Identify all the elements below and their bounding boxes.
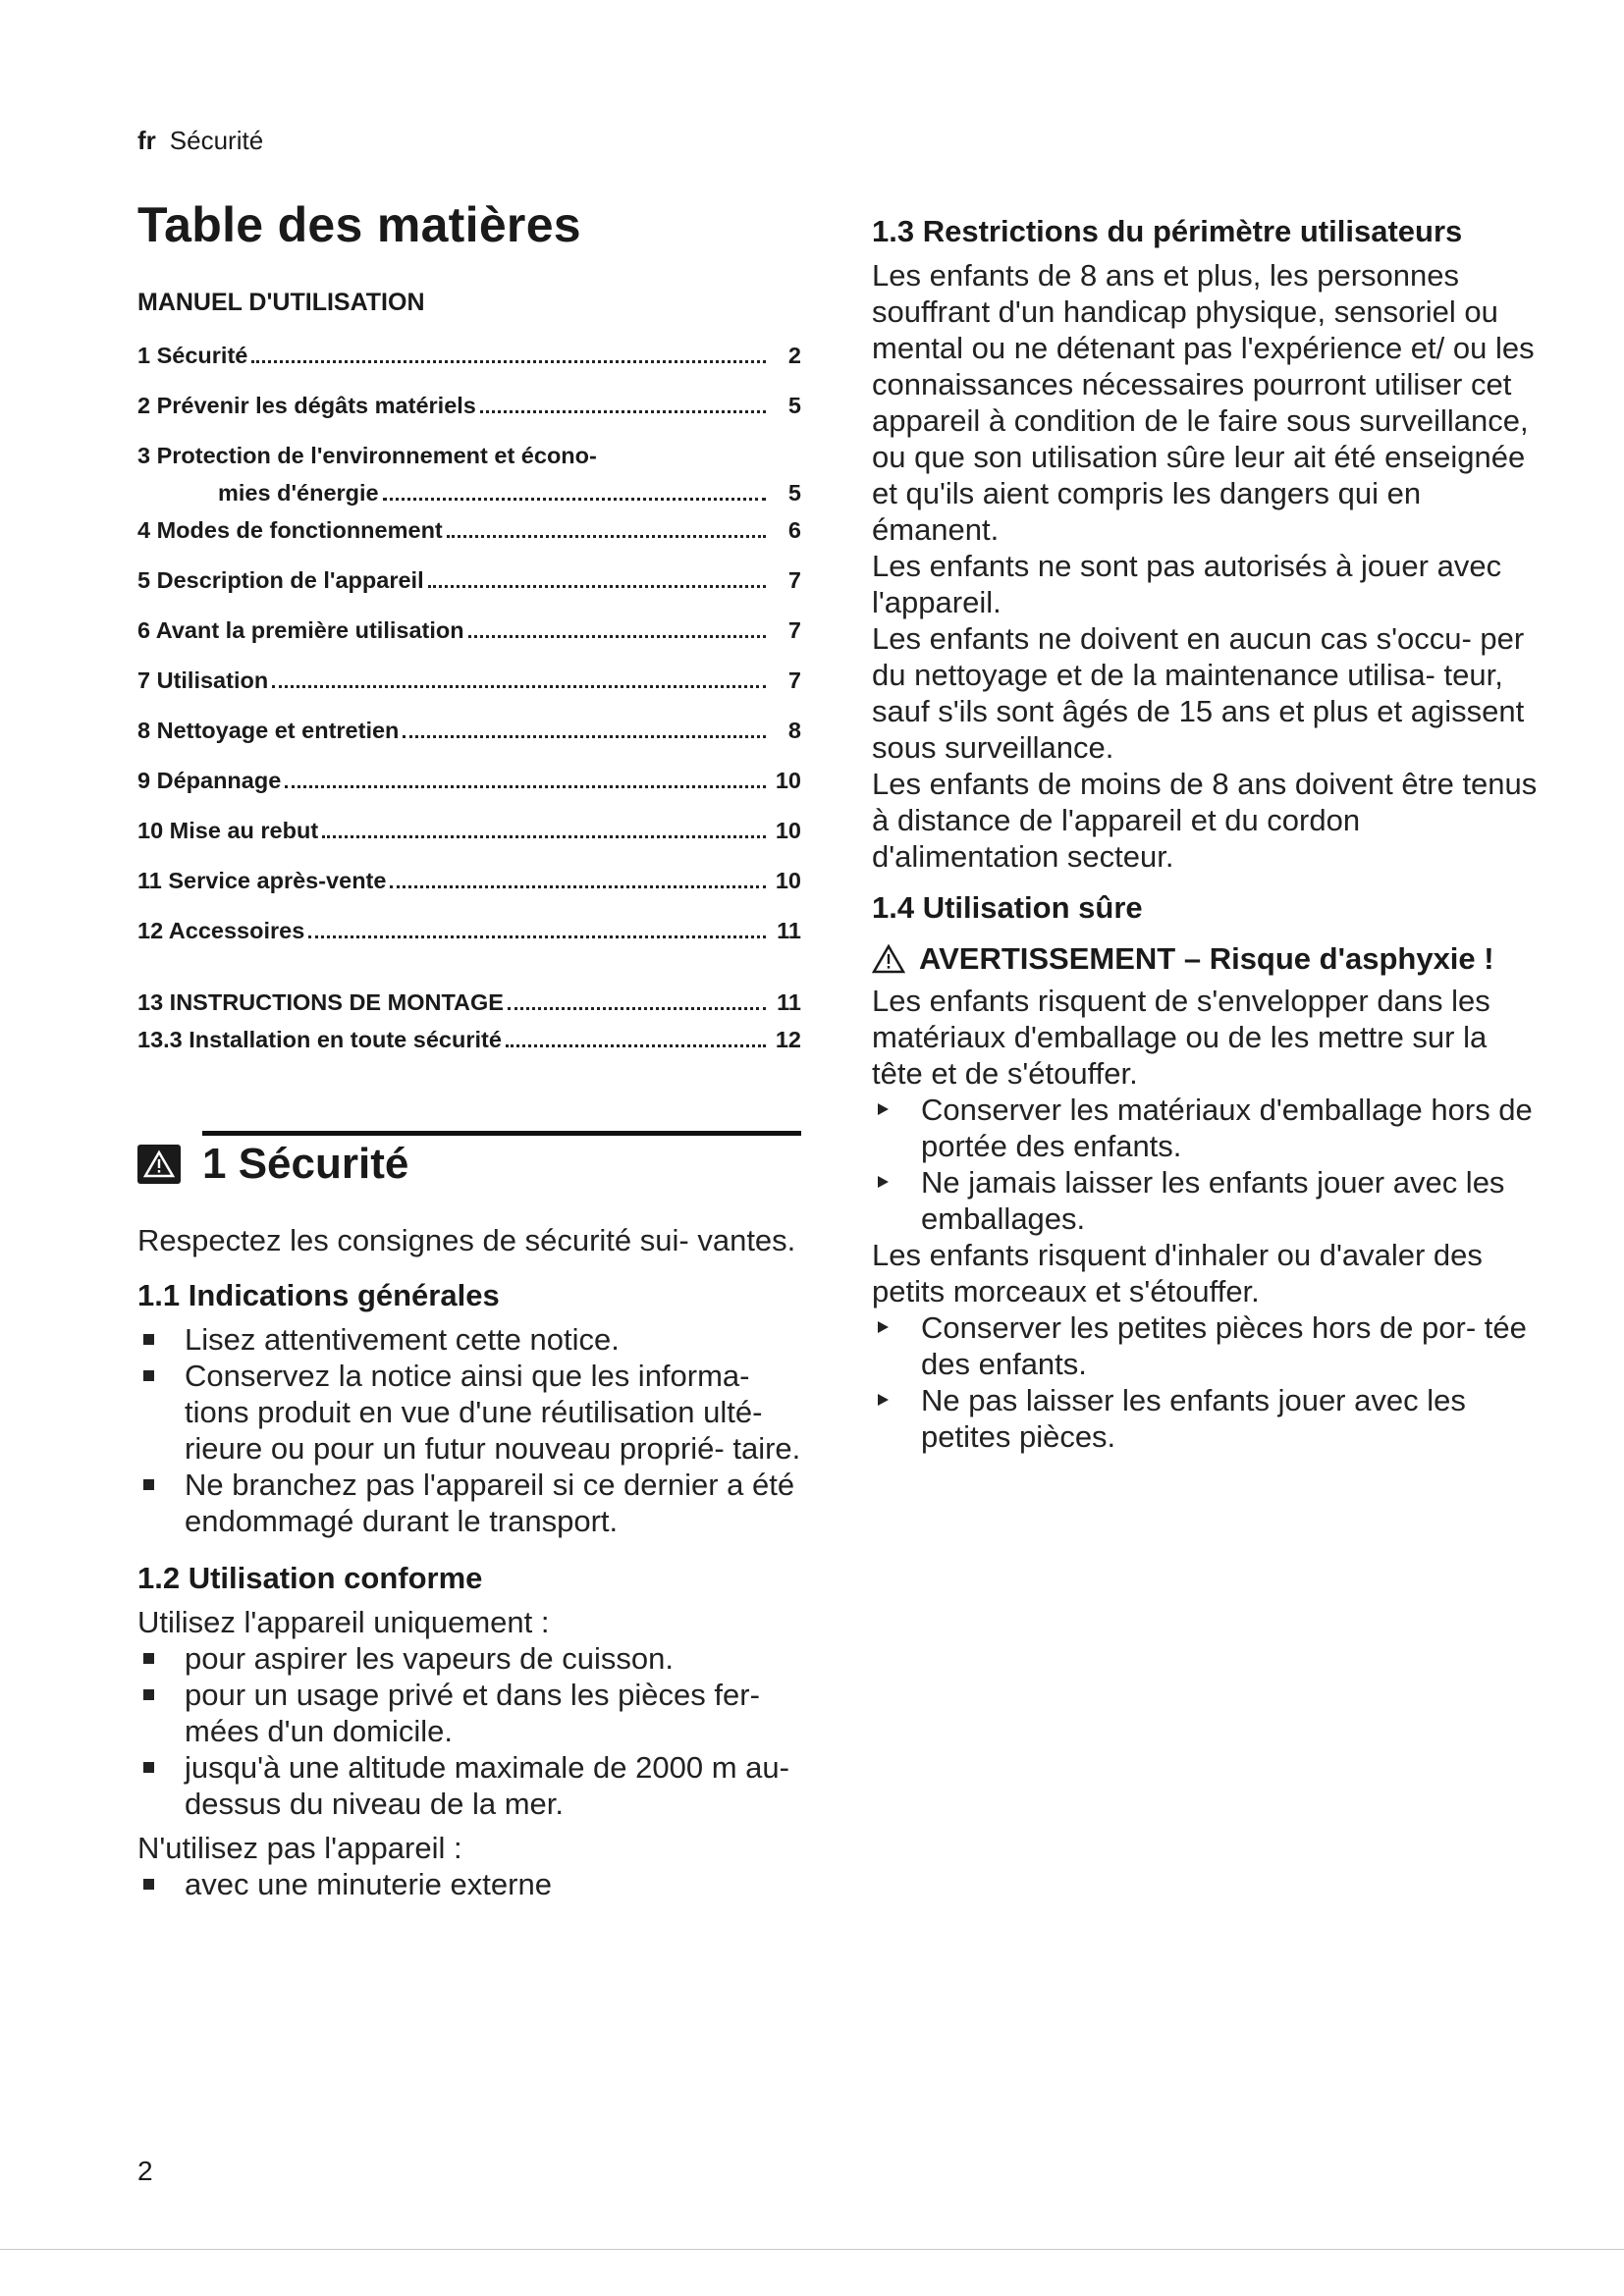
list-item: jusqu'à une altitude maximale de 2000 m au-dessus du niveau de la mer. (137, 1749, 801, 1822)
safety-section (137, 1131, 801, 1902)
intended-use-list (137, 1640, 801, 1822)
paragraph: N'utilisez pas l'appareil : (137, 1831, 462, 1865)
page-number: 2 (137, 2156, 153, 2186)
list-item: Conservez la notice ainsi que les informa- tions produit en vue d'une réutilisation ulté- rieure ou pour un futur nouveau proprié- taire. (137, 1358, 801, 1467)
language-code: fr (137, 126, 156, 155)
toc-entry-label: 13.3 Installation en toute sécurité (137, 1027, 502, 1052)
toc-entry-label: 4 Modes de fonctionnement (137, 517, 443, 543)
warning-heading (872, 941, 1540, 977)
toc-entry[interactable] (137, 868, 801, 918)
section-title: 1 Sécurité (202, 1140, 409, 1188)
toc-entry-page: 11 (777, 918, 801, 943)
left-column (137, 196, 801, 1902)
toc-entry-page: 10 (775, 868, 801, 893)
toc-list (137, 343, 801, 1064)
toc-entry[interactable] (137, 667, 801, 718)
list-item: avec une minuterie externe (137, 1866, 801, 1902)
warning-text: AVERTISSEMENT – Risque d'asphyxie ! (919, 941, 1494, 976)
toc-entry-label: 11 Service après-vente (137, 868, 387, 893)
prohibited-use-list (137, 1866, 801, 1902)
toc-entry-label: 3 Protection de l'environnement et écono- (137, 443, 597, 468)
warning-icon (137, 1145, 181, 1184)
toc-entry-label: 8 Nettoyage et entretien (137, 718, 400, 743)
toc-entry[interactable] (137, 768, 801, 818)
list-item: Lisez attentivement cette notice. (137, 1321, 801, 1358)
toc-title: Table des matières (137, 197, 581, 252)
toc-entry[interactable] (137, 393, 801, 443)
subsection-title: 1.1 Indications générales (137, 1278, 500, 1312)
toc-entry[interactable] (137, 343, 801, 393)
packaging-instructions-list (872, 1092, 1540, 1237)
toc-entry-page: 7 (787, 617, 801, 643)
paragraph: Utilisez l'appareil uniquement : (137, 1605, 550, 1639)
subsection-title: 1.2 Utilisation conforme (137, 1561, 483, 1595)
list-item: Conserver les matériaux d'emballage hors de portée des enfants. (872, 1092, 1540, 1164)
page-header (137, 126, 263, 156)
paragraph: Les enfants ne doivent en aucun cas s'occu- per du nettoyage et de la maintenance utilisa- teur, sauf s'ils sont âgés de 15 ans et plus et agissent sous surveillance. (872, 621, 1525, 765)
toc-entry[interactable] (137, 617, 801, 667)
paragraph: Les enfants risquent d'inhaler ou d'avaler des petits morceaux et s'étouffer. (872, 1238, 1483, 1308)
toc-entry[interactable] (137, 718, 801, 768)
right-column (872, 214, 1540, 1455)
toc-entry-page: 12 (775, 1027, 801, 1052)
toc-entry[interactable] (137, 517, 801, 567)
toc-entry-page: 7 (787, 567, 801, 593)
paragraph: Les enfants de 8 ans et plus, les personnes souffrant d'un handicap physique, sensoriel ou mental ou ne détenant pas l'expérience et/ ou les connaissances nécessaires pourront utiliser cet appareil à condition de le faire sous surveillance, ou que son utilisation sûre leur ait été enseignée et qu'ils aient compris les dangers qui en émanent. (872, 258, 1535, 547)
toc-entry-page: 5 (787, 480, 801, 506)
toc-entry-label: 13 INSTRUCTIONS DE MONTAGE (137, 989, 504, 1015)
toc-entry-page: 2 (787, 343, 801, 368)
list-item: Ne branchez pas l'appareil si ce dernier a été endommagé durant le transport. (137, 1467, 801, 1539)
toc-entry-page: 10 (775, 768, 801, 793)
toc-entry-page: 5 (787, 393, 801, 418)
paragraph: Les enfants ne sont pas autorisés à jouer avec l'appareil. (872, 549, 1502, 619)
toc-entry-page: 6 (787, 517, 801, 543)
small-parts-instructions-list (872, 1309, 1540, 1455)
toc-entry[interactable] (137, 443, 801, 517)
list-item: Ne pas laisser les enfants jouer avec les petites pièces. (872, 1382, 1540, 1455)
toc-entry-label-cont: mies d'énergie (218, 480, 379, 506)
toc-entry[interactable] (137, 567, 801, 617)
toc-entry-label: 12 Accessoires (137, 918, 305, 943)
safety-intro: Respectez les consignes de sécurité sui- vantes. (137, 1223, 796, 1257)
toc-entry-label: 1 Sécurité (137, 343, 248, 368)
list-item: Conserver les petites pièces hors de por- tée des enfants. (872, 1309, 1540, 1382)
toc-manual-label: MANUEL D'UTILISATION (137, 289, 425, 316)
header-section: Sécurité (169, 126, 264, 155)
list-item: Ne jamais laisser les enfants jouer avec les emballages. (872, 1164, 1540, 1237)
toc-entry-label: 9 Dépannage (137, 768, 282, 793)
toc-entry-page: 10 (775, 818, 801, 843)
toc-entry-page: 11 (777, 989, 801, 1015)
subsection-title: 1.4 Utilisation sûre (872, 890, 1143, 925)
toc-entry[interactable] (137, 818, 801, 868)
subsection-title: 1.3 Restrictions du périmètre utilisateurs (872, 214, 1463, 248)
footer-rule (0, 2249, 1624, 2250)
toc-entry-page: 8 (787, 718, 801, 743)
general-indications-list (137, 1321, 801, 1539)
paragraph: Les enfants de moins de 8 ans doivent être tenus à distance de l'appareil et du cordon d'alimentation secteur. (872, 767, 1538, 874)
toc-entry[interactable] (137, 989, 801, 1027)
toc-entry-label: 10 Mise au rebut (137, 818, 319, 843)
toc-entry-label: 7 Utilisation (137, 667, 269, 693)
toc-entry-label: 5 Description de l'appareil (137, 567, 424, 593)
paragraph: Les enfants risquent de s'envelopper dans les matériaux d'emballage ou de les mettre sur la tête et de s'étouffer. (872, 984, 1490, 1091)
toc-entry[interactable] (137, 918, 801, 968)
section-rule (202, 1131, 801, 1136)
toc-entry-label: 6 Avant la première utilisation (137, 617, 464, 643)
toc-entry-label: 2 Prévenir les dégâts matériels (137, 393, 476, 418)
warning-triangle-icon (872, 944, 905, 974)
list-item: pour aspirer les vapeurs de cuisson. (137, 1640, 801, 1677)
toc-entry-page: 7 (787, 667, 801, 693)
toc-entry[interactable] (137, 1027, 801, 1064)
list-item: pour un usage privé et dans les pièces fer- mées d'un domicile. (137, 1677, 801, 1749)
